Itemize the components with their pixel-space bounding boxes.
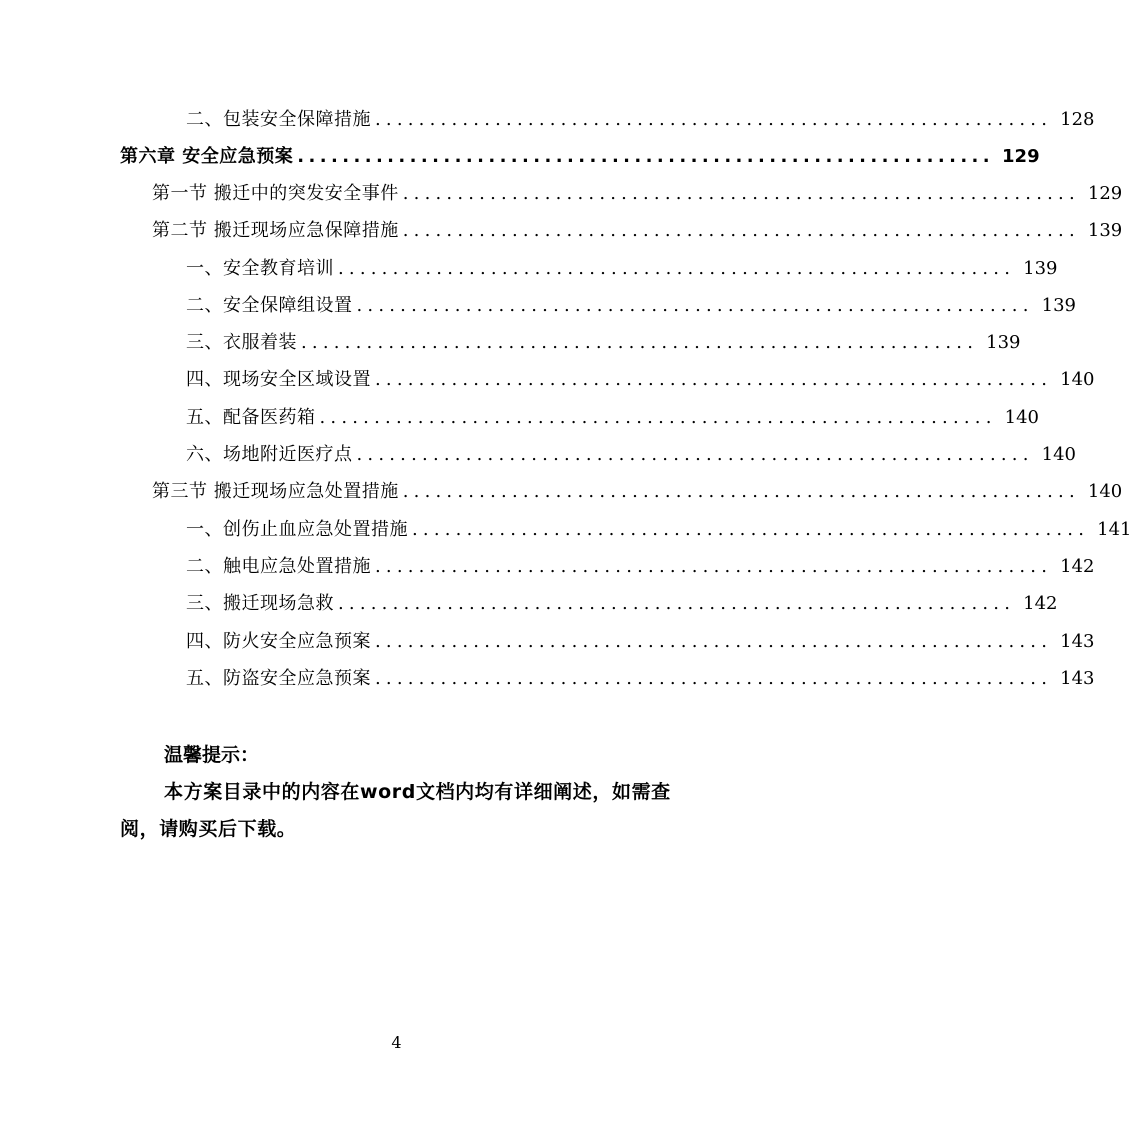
toc-leader-dots: .............................................................. [356, 295, 1034, 316]
toc-entry[interactable] [120, 138, 1040, 175]
toc-entry[interactable] [186, 436, 1077, 473]
toc-entry[interactable] [186, 250, 1058, 287]
notice-title: 温馨提示： [164, 744, 260, 766]
toc-leader-dots: .............................................................. [375, 369, 1053, 390]
toc-entry[interactable] [186, 548, 1095, 585]
toc-entry[interactable] [186, 399, 1040, 436]
toc-leader-dots: .............................................................. [375, 556, 1053, 577]
toc-leader-dots: .............................................................. [402, 183, 1080, 204]
toc-entry-label: 二、包装安全保障措施 [186, 109, 371, 130]
toc-leader-dots: .............................................................. [375, 109, 1053, 130]
toc-leader-dots: .............................................................. [412, 519, 1090, 540]
toc-entry-label: 第二节 搬迁现场应急保障措施 [152, 220, 399, 241]
toc-entry-label: 三、衣服着装 [186, 332, 297, 353]
toc-leader-dots: .............................................................. [402, 220, 1080, 241]
toc-entry-label: 四、现场安全区域设置 [186, 369, 371, 390]
toc-entry-page: 140 [1004, 407, 1040, 428]
page-number: 4 [391, 1033, 402, 1052]
toc-entry[interactable] [186, 623, 1095, 660]
toc-entry[interactable] [186, 511, 1132, 548]
toc-entry-page: 139 [1023, 258, 1058, 279]
toc-entry-page: 141 [1097, 519, 1132, 540]
toc-entry[interactable] [186, 660, 1095, 697]
toc-entry-page: 139 [1041, 295, 1077, 316]
toc-leader-dots: .............................................................. [375, 631, 1053, 652]
notice-body: 本方案目录中的内容在word文档内均有详细阐述，如需查阅，请购买后下载。 [120, 781, 671, 840]
toc-entry-page: 140 [1041, 444, 1077, 465]
toc-entry-label: 第三节 搬迁现场应急处置措施 [152, 481, 399, 502]
toc-entry[interactable] [186, 361, 1095, 398]
toc-leader-dots: .............................................................. [402, 481, 1080, 502]
toc-entry[interactable] [152, 175, 1123, 212]
toc-leader-dots: .............................................................. [338, 258, 1016, 279]
toc-entry[interactable] [186, 287, 1077, 324]
toc-entry-page: 129 [1002, 146, 1040, 167]
toc-entry-label: 二、触电应急处置措施 [186, 556, 371, 577]
toc-entry-page: 129 [1087, 183, 1123, 204]
toc-entry-label: 六、场地附近医疗点 [186, 444, 353, 465]
toc-entry-page: 128 [1060, 109, 1095, 130]
toc-entry[interactable] [152, 473, 1123, 510]
toc-entry-page: 140 [1087, 481, 1123, 502]
toc-entry-page: 140 [1060, 369, 1095, 390]
toc-entry-label: 一、创伤止血应急处置措施 [186, 519, 408, 540]
toc-entry-label: 五、防盗安全应急预案 [186, 668, 371, 689]
toc-entry-page: 143 [1060, 668, 1095, 689]
toc-leader-dots: .............................................................. [338, 593, 1016, 614]
toc-entry[interactable] [186, 585, 1058, 622]
toc-entry-label: 一、安全教育培训 [186, 258, 334, 279]
toc-entry[interactable] [186, 101, 1095, 138]
toc-leader-dots: .............................................................. [301, 332, 979, 353]
toc-leader-dots: .............................................................. [375, 668, 1053, 689]
toc-leader-dots: .............................................................. [297, 146, 995, 167]
toc-entry-page: 139 [1087, 220, 1123, 241]
toc-entry-page: 142 [1060, 556, 1095, 577]
toc-leader-dots: .............................................................. [319, 407, 997, 428]
toc-entry[interactable] [186, 324, 1021, 361]
toc-entry-label: 四、防火安全应急预案 [186, 631, 371, 652]
toc-entry-label: 三、搬迁现场急救 [186, 593, 334, 614]
toc-entry-label: 第六章 安全应急预案 [120, 146, 294, 167]
toc-entry-label: 第一节 搬迁中的突发安全事件 [152, 183, 399, 204]
toc-entry-label: 五、配备医药箱 [186, 407, 316, 428]
toc-entry-page: 143 [1060, 631, 1095, 652]
toc-entry-page: 142 [1023, 593, 1058, 614]
toc-entry-label: 二、安全保障组设置 [186, 295, 353, 316]
toc-leader-dots: .............................................................. [356, 444, 1034, 465]
toc-entry-page: 139 [986, 332, 1021, 353]
toc-entry[interactable] [152, 212, 1123, 249]
